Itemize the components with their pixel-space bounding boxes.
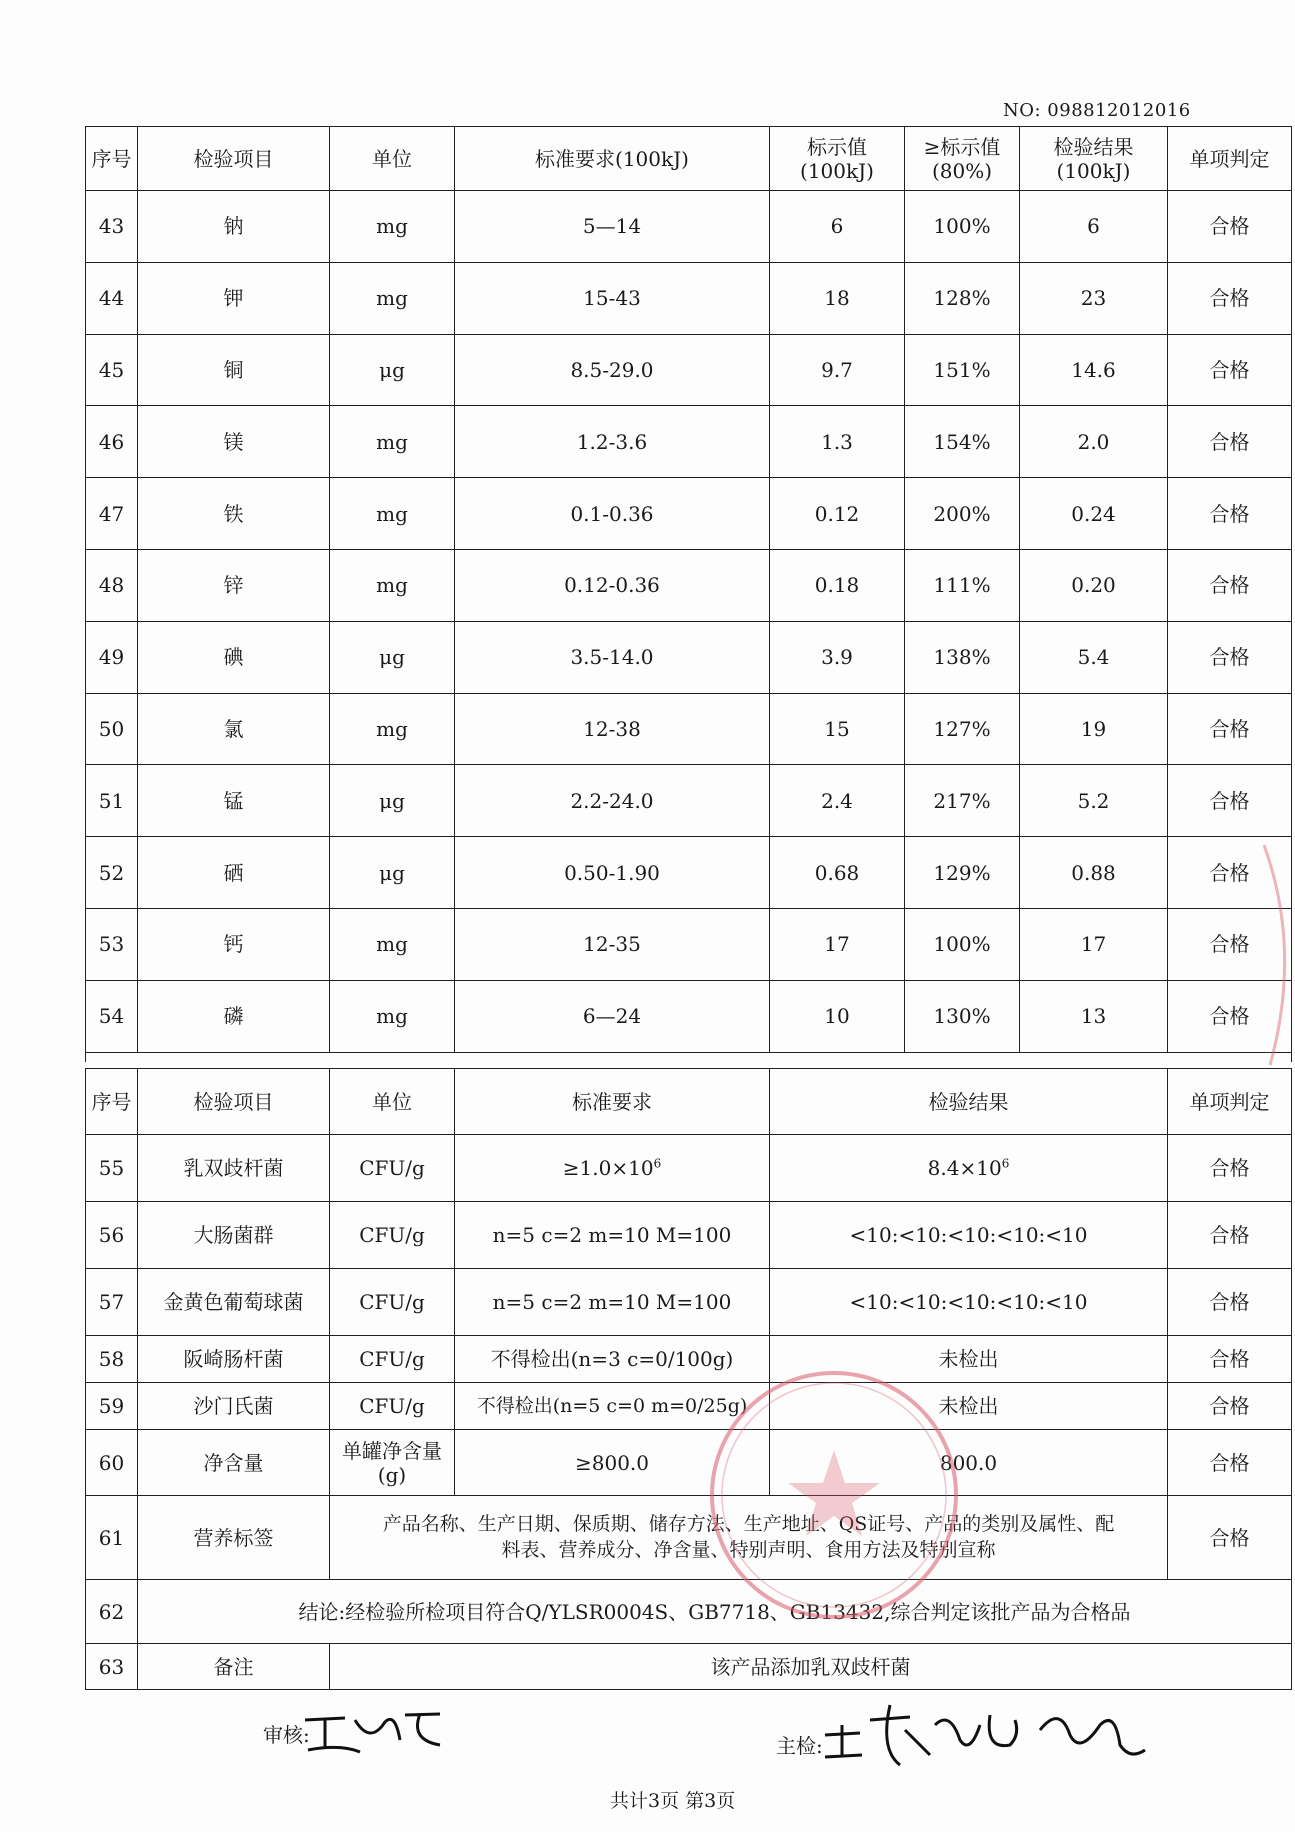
row-unit: μg [330, 334, 455, 406]
row-judgement: 合格 [1168, 1202, 1292, 1269]
row-item: 钠 [138, 191, 330, 263]
table-row [86, 1336, 1292, 1383]
row-judgement: 合格 [1168, 621, 1292, 693]
official-seal-stamp [704, 1365, 964, 1625]
table-row [86, 262, 1292, 334]
row-seq: 54 [86, 980, 138, 1052]
table-row [86, 1383, 1292, 1430]
row-unit: mg [330, 191, 455, 263]
row-result: <10:<10:<10:<10:<10 [770, 1202, 1168, 1269]
row-ratio: 128% [905, 262, 1020, 334]
row-unit: 单罐净含量 (g) [330, 1430, 455, 1496]
row-judgement: 合格 [1168, 191, 1292, 263]
header-standard: 标准要求 [455, 1069, 770, 1135]
page-footer: 共计3页 第3页 [610, 1790, 736, 1812]
conclusion-row [86, 1580, 1292, 1644]
row-item: 备注 [138, 1644, 330, 1690]
row-result: 2.0 [1020, 406, 1168, 478]
row-judgement: 合格 [1168, 1269, 1292, 1336]
row-ratio: 100% [905, 908, 1020, 980]
row-seq: 63 [86, 1644, 138, 1690]
row-result: 800.0 [770, 1430, 1168, 1496]
row-standard: 12-38 [455, 693, 770, 765]
row-standard: n=5 c=2 m=10 M=100 [455, 1269, 770, 1336]
row-standard: 2.2-24.0 [455, 765, 770, 837]
row-seq: 43 [86, 191, 138, 263]
row-ratio: 138% [905, 621, 1020, 693]
row-unit: mg [330, 908, 455, 980]
remark-text: 该产品添加乳双歧杆菌 [330, 1644, 1292, 1690]
row-standard: 不得检出(n=5 c=0 m=0/25g) [455, 1383, 770, 1430]
row-result: 14.6 [1020, 334, 1168, 406]
row-item: 金黄色葡萄球菌 [138, 1269, 330, 1336]
table-row [86, 406, 1292, 478]
row-ratio: 127% [905, 693, 1020, 765]
row-item: 阪崎肠杆菌 [138, 1336, 330, 1383]
row-label: 9.7 [770, 334, 905, 406]
row-judgement: 合格 [1168, 1383, 1292, 1430]
row-label: 0.18 [770, 549, 905, 621]
row-label: 0.68 [770, 837, 905, 909]
row-item: 铜 [138, 334, 330, 406]
row-result: 未检出 [770, 1383, 1168, 1430]
row-unit: μg [330, 621, 455, 693]
row-standard: 0.1-0.36 [455, 478, 770, 550]
table-row [86, 1202, 1292, 1269]
row-label: 1.3 [770, 406, 905, 478]
table-row [86, 549, 1292, 621]
row-standard: 15-43 [455, 262, 770, 334]
row-standard: 5—14 [455, 191, 770, 263]
row-ratio: 154% [905, 406, 1020, 478]
row-judgement: 合格 [1168, 1135, 1292, 1202]
row-unit: mg [330, 980, 455, 1052]
row-seq: 61 [86, 1496, 138, 1580]
header-item: 检验项目 [138, 127, 330, 191]
row-judgement: 合格 [1168, 406, 1292, 478]
row-seq: 59 [86, 1383, 138, 1430]
table-row [86, 765, 1292, 837]
row-result: 13 [1020, 980, 1168, 1052]
row-result: 17 [1020, 908, 1168, 980]
header-label-value: 标示值 (100kJ) [770, 127, 905, 191]
inspector-signatures [820, 1695, 1150, 1775]
remark-row [86, 1644, 1292, 1690]
row-item: 钾 [138, 262, 330, 334]
row-ratio: 130% [905, 980, 1020, 1052]
row-seq: 51 [86, 765, 138, 837]
row-standard: 12-35 [455, 908, 770, 980]
header-standard: 标准要求(100kJ) [455, 127, 770, 191]
row-result: 未检出 [770, 1336, 1168, 1383]
header-unit: 单位 [330, 1069, 455, 1135]
header-seq: 序号 [86, 1069, 138, 1135]
row-seq: 55 [86, 1135, 138, 1202]
header-item: 检验项目 [138, 1069, 330, 1135]
row-seq: 53 [86, 908, 138, 980]
row-standard: $\ge 1.0\times 10^6$ [455, 1135, 770, 1202]
table-row [86, 334, 1292, 406]
row-label: 17 [770, 908, 905, 980]
row-item: 钙 [138, 908, 330, 980]
row-result: 5.4 [1020, 621, 1168, 693]
row-standard: 1.2-3.6 [455, 406, 770, 478]
row-seq: 49 [86, 621, 138, 693]
header-result: 检验结果 (100kJ) [1020, 127, 1168, 191]
header-unit: 单位 [330, 127, 455, 191]
row-standard: 3.5-14.0 [455, 621, 770, 693]
row-result: 0.88 [1020, 837, 1168, 909]
row-unit: CFU/g [330, 1135, 455, 1202]
row-ratio: 200% [905, 478, 1020, 550]
row-seq: 46 [86, 406, 138, 478]
row-result: $8.4\times 10^6$ [770, 1135, 1168, 1202]
conclusion-text: 结论:经检验所检项目符合Q/YLSR0004S、GB7718、GB13432,综合判定该批产品为合格品 [138, 1580, 1292, 1644]
row-item: 净含量 [138, 1430, 330, 1496]
row-label: 6 [770, 191, 905, 263]
row-item: 锌 [138, 549, 330, 621]
row-unit: CFU/g [330, 1269, 455, 1336]
row-seq: 52 [86, 837, 138, 909]
row-unit: mg [330, 262, 455, 334]
row-ratio: 129% [905, 837, 1020, 909]
row-label: 2.4 [770, 765, 905, 837]
row-unit: μg [330, 765, 455, 837]
table-row [86, 1430, 1292, 1496]
row-judgement: 合格 [1168, 1336, 1292, 1383]
row-seq: 56 [86, 1202, 138, 1269]
reviewer-label: 审核: [263, 1723, 310, 1747]
document-number: NO: 098812012016 [1003, 100, 1191, 121]
reviewer-signature [300, 1700, 450, 1760]
row-item: 碘 [138, 621, 330, 693]
row-unit: mg [330, 478, 455, 550]
row-item: 沙门氏菌 [138, 1383, 330, 1430]
header-judgement: 单项判定 [1168, 127, 1292, 191]
row-standard: 0.12-0.36 [455, 549, 770, 621]
row-unit: mg [330, 549, 455, 621]
table-row [86, 621, 1292, 693]
row-item: 氯 [138, 693, 330, 765]
row-judgement: 合格 [1168, 765, 1292, 837]
row-result: 0.24 [1020, 478, 1168, 550]
row-result: 5.2 [1020, 765, 1168, 837]
row-item: 镁 [138, 406, 330, 478]
row-judgement: 合格 [1168, 262, 1292, 334]
row-unit: mg [330, 406, 455, 478]
header-judgement: 单项判定 [1168, 1069, 1292, 1135]
row-standard: 8.5-29.0 [455, 334, 770, 406]
row-label: 10 [770, 980, 905, 1052]
row-seq: 45 [86, 334, 138, 406]
row-result: 6 [1020, 191, 1168, 263]
table-row [86, 980, 1292, 1052]
row-unit: μg [330, 837, 455, 909]
spacer-row [86, 1052, 1292, 1062]
nutrition-label-content: 产品名称、生产日期、保质期、储存方法、生产地址、QS证号、产品的类别及属性、配 料表、营养成分、净含量、特别声明、食用方法及特别宣称 [330, 1496, 1168, 1580]
row-ratio: 111% [905, 549, 1020, 621]
row-judgement: 合格 [1168, 693, 1292, 765]
row-seq: 62 [86, 1580, 138, 1644]
table-row [86, 191, 1292, 263]
table-row [86, 478, 1292, 550]
row-standard: 0.50-1.90 [455, 837, 770, 909]
row-item: 磷 [138, 980, 330, 1052]
row-judgement: 合格 [1168, 1430, 1292, 1496]
header-ratio: ≥标示值 (80%) [905, 127, 1020, 191]
microbe-table [85, 1068, 1292, 1690]
table-header-row [86, 127, 1292, 191]
table-row [86, 1269, 1292, 1336]
row-ratio: 100% [905, 191, 1020, 263]
row-judgement: 合格 [1168, 549, 1292, 621]
nutrient-table [85, 126, 1292, 1062]
row-item: 硒 [138, 837, 330, 909]
row-seq: 58 [86, 1336, 138, 1383]
row-unit: CFU/g [330, 1383, 455, 1430]
row-seq: 47 [86, 478, 138, 550]
row-unit: mg [330, 693, 455, 765]
row-judgement: 合格 [1168, 837, 1292, 909]
stamp-edge-mark [1262, 840, 1295, 1070]
row-result: 19 [1020, 693, 1168, 765]
row-seq: 50 [86, 693, 138, 765]
table-row [86, 908, 1292, 980]
row-item: 乳双歧杆菌 [138, 1135, 330, 1202]
table-row [86, 693, 1292, 765]
row-label: 3.9 [770, 621, 905, 693]
row-label: 18 [770, 262, 905, 334]
row-item: 大肠菌群 [138, 1202, 330, 1269]
inspector-label: 主检: [776, 1734, 823, 1758]
row-seq: 60 [86, 1430, 138, 1496]
row-standard: 不得检出(n=3 c=0/100g) [455, 1336, 770, 1383]
row-judgement: 合格 [1168, 908, 1292, 980]
row-unit: CFU/g [330, 1202, 455, 1269]
row-seq: 57 [86, 1269, 138, 1336]
header-seq: 序号 [86, 127, 138, 191]
header-result: 检验结果 [770, 1069, 1168, 1135]
row-standard: 6—24 [455, 980, 770, 1052]
row-item: 锰 [138, 765, 330, 837]
row-item: 铁 [138, 478, 330, 550]
row-result: 0.20 [1020, 549, 1168, 621]
row-unit: CFU/g [330, 1336, 455, 1383]
table-row [86, 837, 1292, 909]
table-row [86, 1135, 1292, 1202]
row-ratio: 151% [905, 334, 1020, 406]
row-seq: 48 [86, 549, 138, 621]
row-ratio: 217% [905, 765, 1020, 837]
row-label: 15 [770, 693, 905, 765]
row-judgement: 合格 [1168, 478, 1292, 550]
row-standard: ≥800.0 [455, 1430, 770, 1496]
row-judgement: 合格 [1168, 334, 1292, 406]
row-result: 23 [1020, 262, 1168, 334]
row-item: 营养标签 [138, 1496, 330, 1580]
row-judgement: 合格 [1168, 980, 1292, 1052]
row-seq: 44 [86, 262, 138, 334]
table-row [86, 1496, 1292, 1580]
row-result: <10:<10:<10:<10:<10 [770, 1269, 1168, 1336]
table2-header-row [86, 1069, 1292, 1135]
row-label: 0.12 [770, 478, 905, 550]
row-judgement: 合格 [1168, 1496, 1292, 1580]
row-standard: n=5 c=2 m=10 M=100 [455, 1202, 770, 1269]
